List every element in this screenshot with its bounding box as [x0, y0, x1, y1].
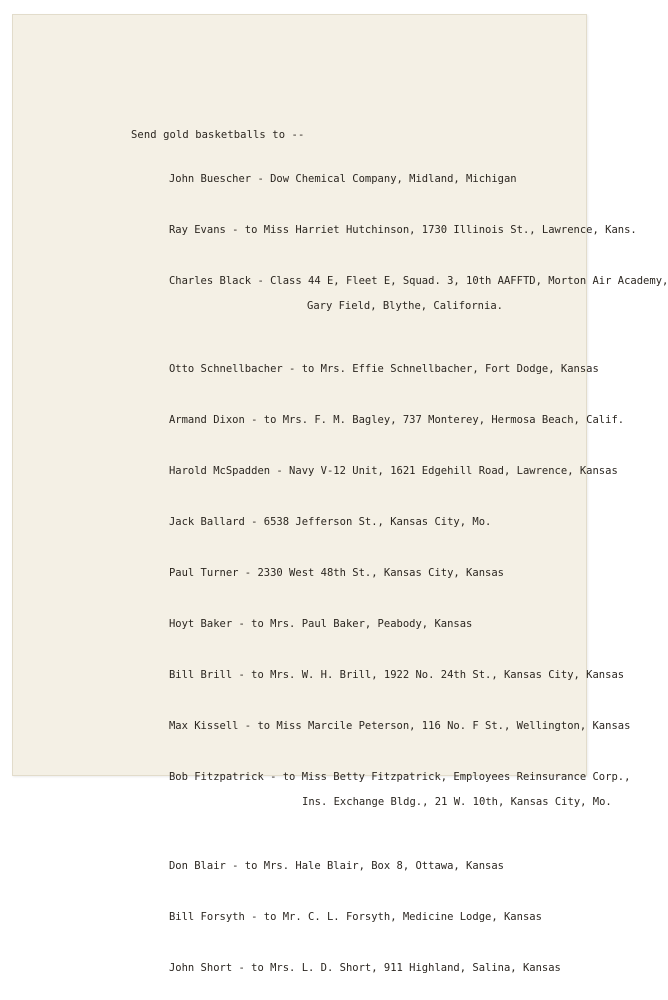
entry-line: Charles Black - Class 44 E, Fleet E, Squad. 3, 10th AAFFTD, Morton Air Academy, [168, 274, 668, 287]
typed-page [12, 14, 668, 974]
entry-line: Armand Dixon - to Mrs. F. M. Bagley, 737 Monterey, Hermosa Beach, Calif. [168, 414, 625, 426]
list-item [131, 949, 668, 987]
entry-line: John Buescher - Dow Chemical Company, Midland, Michigan [168, 172, 517, 185]
entry-line: Bill Forsyth - to Mr. C. L. Forsyth, Medicine Lodge, Kansas [168, 910, 542, 923]
list-item [131, 847, 668, 885]
entry-line: John Short - to Mrs. L. D. Short, 911 Highland, Salina, Kansas [168, 961, 561, 974]
page-heading: Send gold basketballs to -- [131, 129, 305, 141]
list-item [131, 759, 668, 834]
entry-line: Max Kissell - to Miss Marcile Peterson, 116 No. F St., Wellington, Kansas [168, 720, 631, 732]
entry-line: Don Blair - to Mrs. Hale Blair, Box 8, Ottawa, Kansas [168, 859, 504, 872]
entry-line: Paul Turner - 2330 West 48th St., Kansas City, Kansas [168, 567, 504, 579]
list-item [131, 898, 668, 936]
list-item [131, 555, 668, 593]
list-item [131, 657, 668, 695]
recipient-list [131, 160, 668, 1000]
entry-line: Otto Schnellbacher - to Mrs. Effie Schnellbacher, Fort Dodge, Kansas [168, 363, 599, 375]
list-item [131, 504, 668, 542]
entry-continuation-line: Gary Field, Blythe, California. [307, 299, 503, 312]
list-item [131, 262, 668, 337]
list-item [131, 160, 668, 198]
entry-line: Bob Fitzpatrick - to Miss Betty Fitzpatrick, Employees Reinsurance Corp., [168, 771, 631, 783]
list-item [131, 708, 668, 746]
list-item [131, 606, 668, 644]
list-item [131, 453, 668, 491]
entry-line: Jack Ballard - 6538 Jefferson St., Kansas City, Mo. [168, 516, 492, 528]
entry-line: Ray Evans - to Miss Harriet Hutchinson, 1730 Illinois St., Lawrence, Kans. [168, 223, 637, 236]
entry-continuation-line: Ins. Exchange Bldg., 21 W. 10th, Kansas City, Mo. [302, 796, 612, 808]
entry-line: Bill Brill - to Mrs. W. H. Brill, 1922 No. 24th St., Kansas City, Kansas [168, 669, 625, 681]
list-item [131, 211, 668, 249]
list-item [131, 351, 668, 389]
entry-line: Harold McSpadden - Navy V-12 Unit, 1621 Edgehill Road, Lawrence, Kansas [168, 465, 618, 477]
list-item [131, 402, 668, 440]
entry-line: Hoyt Baker - to Mrs. Paul Baker, Peabody, Kansas [168, 618, 473, 630]
